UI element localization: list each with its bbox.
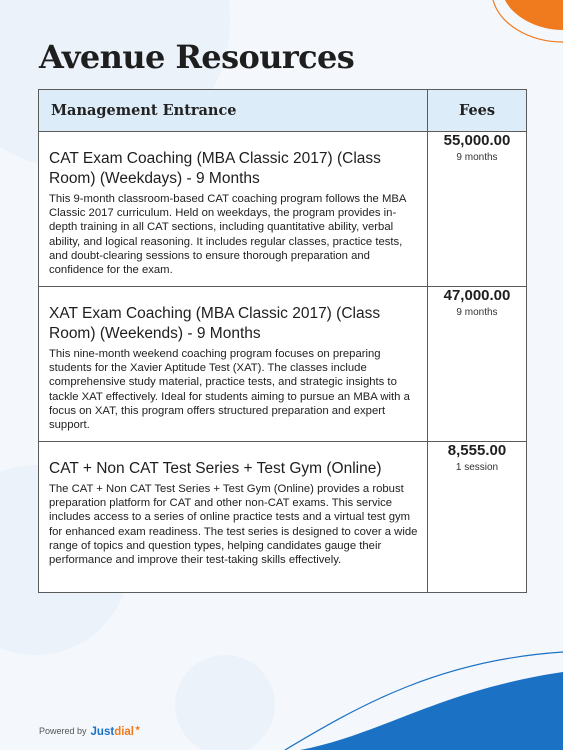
course-description: This 9-month classroom-based CAT coaching program follows the MBA Classic 2017 curriculum. Held on weekdays, the program provides in-depth training in all CAT sections, including quantitative ability, verbal ability, and logical reasoning. It includes regular classes, practice tests, and doubt-clearing sessions to ensure thorough preparation and confidence for the exam. <box>49 193 406 277</box>
powered-by-label: Powered by <box>39 726 87 737</box>
course-name: CAT Exam Coaching (MBA Classic 2017) (Class Room) (Weekdays) - 9 Months <box>49 150 381 187</box>
justdial-logo[interactable] <box>91 725 141 738</box>
fee-duration: 9 months <box>456 152 498 163</box>
fee-amount: 8,555.00 <box>447 442 507 459</box>
top-right-orange-shape <box>505 0 563 30</box>
course-name: XAT Exam Coaching (MBA Classic 2017) (Class Room) (Weekends) - 9 Months <box>49 305 381 342</box>
fee-amount: 47,000.00 <box>443 287 511 304</box>
fees-table <box>38 89 527 593</box>
table-row <box>39 287 527 442</box>
bottom-right-blue-wave <box>300 672 563 750</box>
fee-cell <box>428 132 527 287</box>
fee-duration: 9 months <box>456 307 498 318</box>
logo-star-icon: ★ <box>135 726 141 732</box>
bg-circle-bottom-center <box>175 655 275 750</box>
course-cell <box>39 132 428 287</box>
fee-duration: 1 session <box>455 462 499 473</box>
logo-text-accent: dial <box>114 725 134 738</box>
table-row <box>39 442 527 593</box>
fee-cell <box>428 442 527 593</box>
course-name: CAT + Non CAT Test Series + Test Gym (Online) <box>49 460 382 477</box>
course-cell <box>39 442 428 593</box>
course-column-header: Management Entrance <box>39 90 428 132</box>
powered-by-footer <box>39 725 140 738</box>
course-description: The CAT + Non CAT Test Series + Test Gym (Online) provides a robust preparation platform for CAT and other non-CAT exams. This service includes access to a series of online practice tests and a virtual test gym for enhanced exam readiness. The test series is designed to cover a wide range of topics and question types, helping candidates gauge their performance and improve their test-taking skills effectively. <box>49 483 418 567</box>
fee-amount: 55,000.00 <box>443 132 511 149</box>
page-title: Avenue Resources <box>39 38 355 76</box>
logo-text-main: Just <box>90 725 115 738</box>
fee-cell <box>428 287 527 442</box>
course-description: This nine-month weekend coaching program focuses on preparing students for the Xavier Aptitude Test (XAT). The classes include comprehensive study material, practice tests, and strategic insights to tackle XAT effectively. Ideal for students aiming to pursue an MBA with a focus on XAT, this program offers structured preparation and expert support. <box>49 348 410 432</box>
fees-column-header: Fees <box>428 90 527 132</box>
table-header-row <box>39 90 527 132</box>
course-cell <box>39 287 428 442</box>
table-row <box>39 132 527 287</box>
